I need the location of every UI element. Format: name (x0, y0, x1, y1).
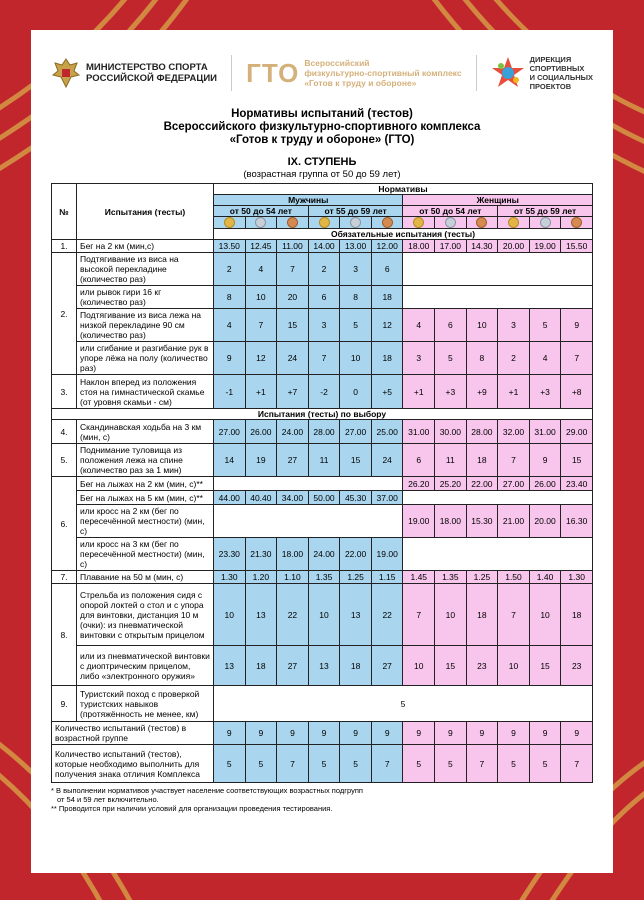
table-row (52, 342, 593, 375)
table-row (52, 584, 593, 646)
women-value: 6 (403, 444, 435, 477)
empty-cells (214, 505, 403, 538)
women-value: 7 (403, 584, 435, 646)
men-value: 37.00 (371, 491, 403, 505)
women-value: 29.00 (561, 420, 593, 444)
women-value: 23.40 (561, 477, 593, 491)
badge-cell (529, 217, 561, 229)
test-name: Количество испытаний (тестов) в возрастной группе (52, 722, 214, 745)
badge-cell (403, 217, 435, 229)
women-value: +9 (466, 375, 498, 409)
badge-cell (214, 217, 246, 229)
table-row (52, 444, 593, 477)
men-value: 9 (214, 342, 246, 375)
women-value: 20.00 (498, 240, 530, 253)
women-value: 16.30 (561, 505, 593, 538)
men-value: 27.00 (340, 420, 372, 444)
women-value: 5 (498, 745, 530, 783)
women-value: 10 (466, 309, 498, 342)
test-name: Стрельба из положения сидя с опорой локтей о стол и с упора для винтовки, дистанция 10 м (очки): из пневматической винтовки с открытым прицелом (77, 584, 214, 646)
men-value: 10 (340, 342, 372, 375)
men-header: Мужчины (214, 195, 403, 206)
gto-mark: ГТО (246, 57, 300, 88)
logo-bar (51, 48, 593, 98)
men-value: 19 (245, 444, 277, 477)
table-row (52, 538, 593, 571)
women-value: 31.00 (403, 420, 435, 444)
men-value: 20 (277, 286, 309, 309)
men-value: 22.00 (340, 538, 372, 571)
badge-cell (277, 217, 309, 229)
women-value: 17.00 (435, 240, 467, 253)
tests-header: Испытания (тесты) (77, 184, 214, 240)
directorate-line-3: И СОЦИАЛЬНЫХ (529, 73, 593, 82)
footnote-1: * В выполнении нормативов участвует население соответствующих возрастных подгрупп (51, 786, 363, 796)
badge-cell (498, 217, 530, 229)
women-value: 5 (529, 745, 561, 783)
gold-badge-icon (508, 217, 519, 228)
women-value: 4 (529, 342, 561, 375)
gold-badge-icon (319, 217, 330, 228)
women-value: 28.00 (466, 420, 498, 444)
men-value: 22 (371, 584, 403, 646)
men-value: 18 (371, 342, 403, 375)
men-value: 19.00 (371, 538, 403, 571)
men-value: 18 (371, 286, 403, 309)
test-name: Поднимание туловища из положения лежа на спине (количество раз за 1 мин) (77, 444, 214, 477)
women-value: 5 (403, 745, 435, 783)
women-value: +8 (561, 375, 593, 409)
women-value: +3 (435, 375, 467, 409)
badge-cell (435, 217, 467, 229)
women-value: 1.25 (466, 571, 498, 584)
ministry-line-2: РОССИЙСКОЙ ФЕДЕРАЦИИ (86, 73, 218, 84)
men-value: 9 (308, 722, 340, 745)
women-value: 23 (561, 646, 593, 686)
men-value: -1 (214, 375, 246, 409)
women-value: 15.50 (561, 240, 593, 253)
women-value: 23 (466, 646, 498, 686)
men-value: 22 (277, 584, 309, 646)
table-row (52, 309, 593, 342)
gto-line-1: Всероссийский (304, 58, 370, 68)
row-number: 4. (52, 420, 77, 444)
test-name: или кросс на 2 км (бег по пересечённой местности) (мин, с) (77, 505, 214, 538)
table-row (52, 253, 593, 286)
men-value: 24.00 (277, 420, 309, 444)
title-line-2: Всероссийского физкультурно-спортивного комплекса (163, 121, 481, 133)
test-name: Бег на 2 км (мин,с) (77, 240, 214, 253)
table-row (52, 646, 593, 686)
men-value: 40.40 (245, 491, 277, 505)
silver-badge-icon (445, 217, 456, 228)
women-value: 10 (403, 646, 435, 686)
men-value: 10 (214, 584, 246, 646)
men-value: 2 (214, 253, 246, 286)
gto-line-2: физкультурно-спортивный комплекс (304, 68, 462, 78)
men-value: 0 (340, 375, 372, 409)
row-number: 9. (52, 686, 77, 722)
empty-cells (214, 477, 403, 491)
row-number: 8. (52, 584, 77, 686)
directorate-line-2: СПОРТИВНЫХ (529, 64, 585, 73)
men-value: 12 (371, 309, 403, 342)
women-value: 18.00 (403, 240, 435, 253)
gto-logo (246, 58, 461, 89)
footnotes (51, 786, 593, 813)
men-value: 27.00 (214, 420, 246, 444)
test-name: Туристский поход с проверкой туристских навыков (протяжённость не менее, км) (77, 686, 214, 722)
test-name: Подтягивание из виса лежа на низкой перекладине 90 см (количество раз) (77, 309, 214, 342)
men-value: 1.25 (340, 571, 372, 584)
stage-title: IX. СТУПЕНЬ (287, 156, 357, 168)
women-value: 5 (529, 309, 561, 342)
men-value: -2 (308, 375, 340, 409)
table-row (52, 686, 593, 722)
women-value: 9 (403, 722, 435, 745)
women-value: 9 (561, 722, 593, 745)
directorate-line-1: ДИРЕКЦИЯ (529, 55, 572, 64)
men-value: 9 (277, 722, 309, 745)
women-value: 15 (529, 646, 561, 686)
men-value: 7 (245, 309, 277, 342)
women-value: 18 (466, 444, 498, 477)
women-value: 6 (435, 309, 467, 342)
women-value: 18.00 (435, 505, 467, 538)
men-value: 34.00 (277, 491, 309, 505)
badge-cell (340, 217, 372, 229)
footnote-2: ** Проводится при наличии условий для организации проведения тестирования. (51, 804, 333, 814)
men-value: 24.00 (308, 538, 340, 571)
men-value: 18.00 (277, 538, 309, 571)
women-value: 22.00 (466, 477, 498, 491)
men-value: 2 (308, 253, 340, 286)
row-number: 2. (52, 253, 77, 375)
empty-cells (403, 538, 593, 571)
women-value: 2 (498, 342, 530, 375)
women-value: 7 (466, 745, 498, 783)
silver-badge-icon (350, 217, 361, 228)
directorate-logo (491, 55, 593, 91)
merged-value: 5 (214, 686, 593, 722)
num-header: № (52, 184, 77, 240)
women-value: 1.50 (498, 571, 530, 584)
men-value: 3 (340, 253, 372, 286)
women-value: 1.30 (561, 571, 593, 584)
men-value: +1 (245, 375, 277, 409)
women-value: 1.35 (435, 571, 467, 584)
footnote-1-cont: от 54 и 59 лет включительно. (57, 795, 159, 805)
women-value: 15.30 (466, 505, 498, 538)
men-value: 13.50 (214, 240, 246, 253)
table-row (52, 375, 593, 409)
men-value: 5 (214, 745, 246, 783)
eagle-emblem-icon (51, 57, 81, 89)
men-value: 5 (245, 745, 277, 783)
table-row (52, 240, 593, 253)
women-value: 26.20 (403, 477, 435, 491)
men-value: 12.45 (245, 240, 277, 253)
men-value: +5 (371, 375, 403, 409)
logo-divider (476, 55, 477, 91)
directorate-line-4: ПРОЕКТОВ (529, 82, 572, 91)
men-value: 13 (308, 646, 340, 686)
empty-cells (403, 253, 593, 286)
age-group: (возрастная группа от 50 до 59 лет) (243, 169, 401, 180)
test-name: Бег на лыжах на 5 км (мин, с)** (77, 491, 214, 505)
women-value: 11 (435, 444, 467, 477)
men-value: 1.15 (371, 571, 403, 584)
men-value: 15 (277, 309, 309, 342)
test-name: Плавание на 50 м (мин, с) (77, 571, 214, 584)
men-value: 28.00 (308, 420, 340, 444)
men-value: 9 (214, 722, 246, 745)
women-value: 7 (561, 745, 593, 783)
title-line-1: Нормативы испытаний (тестов) (231, 108, 413, 120)
men-value: 13 (340, 584, 372, 646)
title-line-3: «Готов к труду и обороне» (ГТО) (229, 134, 415, 146)
test-name: или из пневматической винтовки с диоптрическим прицелом, либо «электронного оружия» (77, 646, 214, 686)
test-name: Бег на лыжах на 2 км (мин, с)** (77, 477, 214, 491)
table-row (52, 477, 593, 491)
row-number: 5. (52, 444, 77, 477)
women-value: 8 (466, 342, 498, 375)
women-value: 15 (561, 444, 593, 477)
star-burst-icon (491, 56, 525, 90)
women-value: 26.00 (529, 477, 561, 491)
table-row (52, 505, 593, 538)
men-value: +7 (277, 375, 309, 409)
women-value: 19.00 (403, 505, 435, 538)
badge-cell (245, 217, 277, 229)
men-value: 24 (277, 342, 309, 375)
women-value: 10 (498, 646, 530, 686)
women-value: 3 (498, 309, 530, 342)
women-value: 14.30 (466, 240, 498, 253)
women-value: 7 (498, 584, 530, 646)
men-value: 11 (308, 444, 340, 477)
bronze-badge-icon (571, 217, 582, 228)
women-value: 31.00 (529, 420, 561, 444)
silver-badge-icon (540, 217, 551, 228)
table-row (52, 571, 593, 584)
men-value: 10 (308, 584, 340, 646)
women-age-header: от 55 до 59 лет (498, 206, 593, 217)
men-value: 14.00 (308, 240, 340, 253)
logo-divider (231, 55, 232, 91)
men-value: 11.00 (277, 240, 309, 253)
women-value: +1 (498, 375, 530, 409)
men-value: 1.10 (277, 571, 309, 584)
men-value: 6 (308, 286, 340, 309)
bronze-badge-icon (382, 217, 393, 228)
women-value: 1.45 (403, 571, 435, 584)
men-value: 4 (214, 309, 246, 342)
gold-badge-icon (224, 217, 235, 228)
men-value: 8 (340, 286, 372, 309)
men-value: 5 (340, 745, 372, 783)
empty-cells (403, 491, 593, 505)
men-value: 7 (277, 745, 309, 783)
row-number: 7. (52, 571, 77, 584)
women-value: 5 (435, 342, 467, 375)
women-age-header: от 50 до 54 лет (403, 206, 498, 217)
men-value: 8 (214, 286, 246, 309)
men-value: 9 (340, 722, 372, 745)
women-value: 18 (466, 584, 498, 646)
men-value: 45.30 (340, 491, 372, 505)
men-value: 15 (340, 444, 372, 477)
women-value: 7 (498, 444, 530, 477)
test-name: Скандинавская ходьба на 3 км (мин, с) (77, 420, 214, 444)
men-value: 7 (371, 745, 403, 783)
men-value: 27 (277, 646, 309, 686)
test-name: или рывок гири 16 кг (количество раз) (77, 286, 214, 309)
test-name: или сгибание и разгибание рук в упоре лёжа на полу (количество раз) (77, 342, 214, 375)
row-number: 1. (52, 240, 77, 253)
men-age-header: от 55 до 59 лет (308, 206, 403, 217)
document-sheet (31, 30, 613, 873)
men-value: 9 (371, 722, 403, 745)
test-name: Количество испытаний (тестов), которые необходимо выполнить для получения знака отличия Комплекса (52, 745, 214, 783)
women-value: 20.00 (529, 505, 561, 538)
men-value: 21.30 (245, 538, 277, 571)
men-value: 7 (308, 342, 340, 375)
ministry-logo (51, 57, 217, 89)
mandatory-section-header: Обязательные испытания (тесты) (214, 229, 593, 240)
men-value: 6 (371, 253, 403, 286)
women-value: 9 (561, 309, 593, 342)
women-value: 9 (529, 722, 561, 745)
table-row (52, 722, 593, 745)
badge-cell (308, 217, 340, 229)
men-value: 5 (340, 309, 372, 342)
women-value: 7 (561, 342, 593, 375)
badge-cell (561, 217, 593, 229)
men-value: 1.35 (308, 571, 340, 584)
women-value: +1 (403, 375, 435, 409)
row-number: 6. (52, 477, 77, 571)
silver-badge-icon (255, 217, 266, 228)
women-value: 9 (529, 444, 561, 477)
men-value: 27 (277, 444, 309, 477)
table-row (52, 420, 593, 444)
women-value: 3 (403, 342, 435, 375)
optional-section-header: Испытания (тесты) по выбору (52, 409, 593, 420)
table-row (52, 286, 593, 309)
norms-header: Нормативы (214, 184, 593, 195)
women-value: 15 (435, 646, 467, 686)
men-value: 25.00 (371, 420, 403, 444)
badge-cell (371, 217, 403, 229)
men-value: 14 (214, 444, 246, 477)
women-header: Женщины (403, 195, 593, 206)
women-value: 9 (466, 722, 498, 745)
men-value: 24 (371, 444, 403, 477)
men-value: 27 (371, 646, 403, 686)
women-value: 9 (498, 722, 530, 745)
bronze-badge-icon (476, 217, 487, 228)
women-value: 1.40 (529, 571, 561, 584)
badge-cell (466, 217, 498, 229)
men-value: 18 (245, 646, 277, 686)
men-value: 26.00 (245, 420, 277, 444)
women-value: 4 (403, 309, 435, 342)
gold-badge-icon (413, 217, 424, 228)
men-value: 9 (245, 722, 277, 745)
women-value: +3 (529, 375, 561, 409)
men-value: 1.30 (214, 571, 246, 584)
women-value: 10 (529, 584, 561, 646)
men-value: 23.30 (214, 538, 246, 571)
women-value: 27.00 (498, 477, 530, 491)
gto-line-3: «Готов к труду и обороне» (304, 78, 417, 88)
women-value: 25.20 (435, 477, 467, 491)
women-value: 5 (435, 745, 467, 783)
men-value: 44.00 (214, 491, 246, 505)
empty-cells (403, 286, 593, 309)
men-value: 10 (245, 286, 277, 309)
women-value: 30.00 (435, 420, 467, 444)
women-value: 18 (561, 584, 593, 646)
table-row (52, 745, 593, 783)
test-name: или кросс на 3 км (бег по пересечённой местности) (мин, с) (77, 538, 214, 571)
men-value: 3 (308, 309, 340, 342)
norms-table (51, 183, 593, 783)
men-value: 12 (245, 342, 277, 375)
test-name: Подтягивание из виса на высокой перекладине (количество раз) (77, 253, 214, 286)
women-value: 21.00 (498, 505, 530, 538)
women-value: 32.00 (498, 420, 530, 444)
men-value: 13.00 (340, 240, 372, 253)
women-value: 10 (435, 584, 467, 646)
women-value: 9 (435, 722, 467, 745)
men-value: 13 (214, 646, 246, 686)
men-value: 5 (308, 745, 340, 783)
men-value: 1.20 (245, 571, 277, 584)
men-value: 4 (245, 253, 277, 286)
women-value: 19.00 (529, 240, 561, 253)
men-value: 18 (340, 646, 372, 686)
row-number: 3. (52, 375, 77, 409)
men-value: 12.00 (371, 240, 403, 253)
men-age-header: от 50 до 54 лет (214, 206, 309, 217)
men-value: 50.00 (308, 491, 340, 505)
title-block (51, 108, 593, 180)
ministry-line-1: МИНИСТЕРСТВО СПОРТА (86, 62, 208, 73)
table-row (52, 491, 593, 505)
test-name: Наклон вперед из положения стоя на гимнастической скамье (от уровня скамьи - см) (77, 375, 214, 409)
men-value: 13 (245, 584, 277, 646)
men-value: 7 (277, 253, 309, 286)
bronze-badge-icon (287, 217, 298, 228)
